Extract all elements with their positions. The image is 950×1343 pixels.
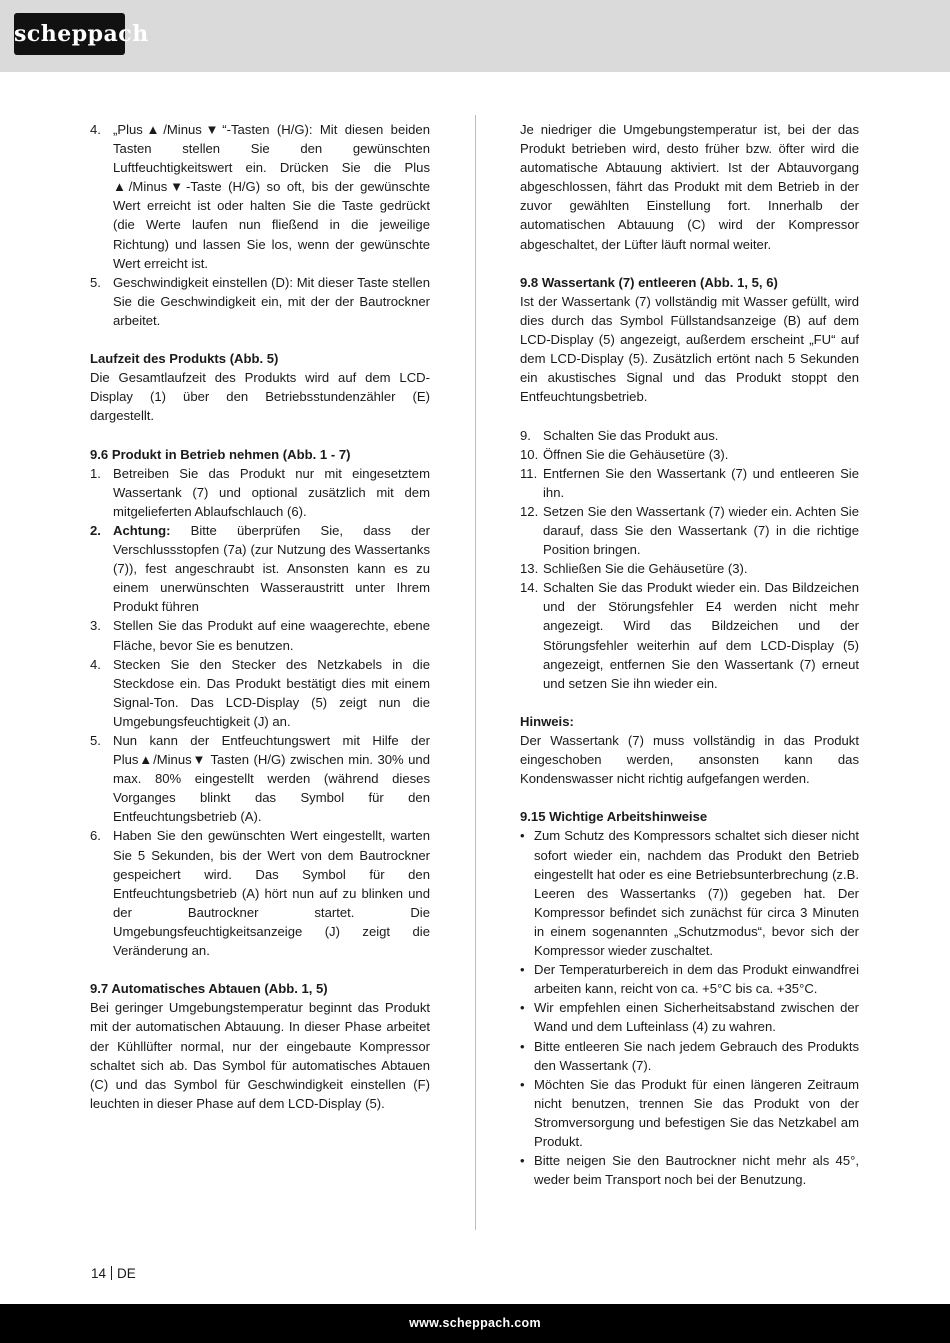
footer-separator	[111, 1266, 112, 1280]
list-item	[90, 464, 430, 521]
list-item	[520, 826, 859, 960]
bullet-icon: •	[520, 1076, 525, 1092]
item-text: Zum Schutz des Kompressors schaltet sich dieser nicht sofort wieder ein, nachdem das Produkt den Betrieb eingestellt hat oder es eine Betriebsunterbrechung (z.B. Leeren des Wassertanks (7)) gegeben hat. Der Kompressor befindet sich zunächst für circa 3 Minuten in einem sogenannten „Schutzmodus“, bevor sich der Kompressor wieder zuschaltet.	[534, 828, 859, 959]
bullet-icon: •	[520, 1153, 525, 1169]
tank-steps	[520, 426, 859, 693]
tank-full-text: Ist der Wassertank (7) vollständig mit Wasser gefüllt, wird dies durch das Symbol Füllstandsanzeige (B) auf dem LCD-Display (5) angezeigt, außerdem erscheint „FU“ auf dem LCD-Display (5). Zusätzlich ertönt nach 5 Sekunden ein akustisches Signal und das Produkt stoppt den Entfeuchtungsbetrieb.	[520, 293, 859, 405]
left-column	[90, 120, 430, 1113]
item-text: Geschwindigkeit einstellen (D): Mit dieser Taste stellen Sie die Geschwindigkeit ein, mit der der Bautrockner arbeitet.	[113, 274, 430, 328]
list-item	[90, 731, 430, 826]
note-text: Der Wassertank (7) muss vollständig in das Produkt eingeschoben werden, ansonsten kann das Kondenswasser nicht richtig aufgefangen werden.	[520, 733, 859, 787]
list-item	[90, 616, 430, 654]
bullet-icon: •	[520, 828, 525, 844]
language-code: DE	[117, 1266, 136, 1281]
item-number: 2.	[90, 522, 101, 538]
page-header	[0, 0, 950, 72]
bullet-icon: •	[520, 1000, 525, 1016]
item-number: 10.	[520, 446, 539, 462]
runtime-heading: Laufzeit des Produkts (Abb. 5)	[90, 351, 279, 367]
page-number: 14	[91, 1266, 107, 1281]
item-text: Haben Sie den gewünschten Wert eingestellt, warten Sie 5 Sekunden, bis der Wert von dem Bautrockner gespeichert wird. Das Symbol für den Entfeuchtungsbetrieb (A) hört nun auf zu blinken und der Bautrockner startet. Die Umgebungsfeuchtigkeitsanzeige (J) zeigt die Veränderung an.	[113, 828, 430, 959]
item-text: Schalten Sie das Produkt aus.	[543, 427, 719, 443]
list-item	[520, 998, 859, 1036]
item-number: 3.	[90, 618, 101, 634]
list-item	[520, 1075, 859, 1151]
item-number: 9.	[520, 427, 531, 443]
item-number: 6.	[90, 828, 101, 844]
list-item	[520, 502, 859, 559]
list-item	[90, 273, 430, 330]
item-text: Nun kann der Entfeuchtungswert mit Hilfe der Plus▲/Minus▼ Tasten (H/G) zwischen min. 30% und max. 80% eingestellt werden (während dieses Vorganges blinkt das Symbol für den Entfeuchtungsbetrieb (A).	[113, 733, 430, 825]
section-heading-9-7: 9.7 Automatisches Abtauen (Abb. 1, 5)	[90, 981, 328, 997]
item-text: Bitte entleeren Sie nach jedem Gebrauch des Produkts den Wassertank (7).	[534, 1038, 859, 1073]
item-number: 12.	[520, 503, 539, 519]
defrost-continued-text: Je niedriger die Umgebungstemperatur ist, bei der das Produkt betrieben wird, desto früher bzw. öfter wird die automatische Abtauung aktiviert. Ist der Abtauvorgang abgeschlossen, fährt das Produkt mit dem Betrieb in der zuvor gewählten Einstellung fort. Innerhalb der automatischen Abtauung (C) wird der Kompressor abgeschaltet, der Lüfter läuft normal weiter.	[520, 122, 859, 252]
list-item	[520, 960, 859, 998]
item-text: „Plus▲/Minus▼“-Tasten (H/G): Mit diesen beiden Tasten stellen Sie den gewünschten Luftfeuchtigkeitswert ein. Drücken Sie die Plus ▲/Minus▼-Taste (H/G) so oft, bis der gewünschte Wert erreicht ist oder halten Sie die Taste gedrückt (die Werte laufen nun fließend in die jeweilige Richtung) und lassen Sie los, wenn der gewünschte Wert erreicht ist.	[113, 122, 430, 271]
right-column	[520, 120, 859, 1189]
item-number: 5.	[90, 733, 101, 748]
section-heading-9-8: 9.8 Wassertank (7) entleeren (Abb. 1, 5, 6)	[520, 274, 778, 290]
item-number: 11.	[520, 465, 538, 481]
item-text: Stecken Sie den Stecker des Netzkabels in die Steckdose ein. Das Produkt bestätigt dies mit einem Signal-Ton. Das LCD-Display (5) zeigt nun die Umgebungsfeuchtigkeit (J) an.	[113, 656, 430, 729]
list-item	[520, 559, 859, 578]
list-item	[520, 1037, 859, 1075]
page-footer-label	[91, 1266, 136, 1281]
list-item	[520, 445, 859, 464]
item-text: Stellen Sie das Produkt auf eine waagerechte, ebene Fläche, bevor Sie es benutzen.	[113, 618, 430, 653]
item-text: Bitte neigen Sie den Bautrockner nicht mehr als 45°, weder beim Transport noch bei der Benutzung.	[534, 1153, 859, 1188]
item-text: Schließen Sie die Gehäusetüre (3).	[543, 561, 748, 577]
footer-bar	[0, 1304, 950, 1343]
item-number: 13.	[520, 561, 539, 577]
list-item	[520, 426, 859, 445]
item-text: Öffnen Sie die Gehäusetüre (3).	[543, 446, 729, 462]
website-link[interactable]: www.scheppach.com	[409, 1316, 541, 1330]
item-text: Der Temperaturbereich in dem das Produkt einwandfrei arbeiten kann, reicht von ca. +5°C bis ca. +35°C.	[534, 962, 859, 997]
section-heading-9-6: 9.6 Produkt in Betrieb nehmen (Abb. 1 - 7)	[90, 446, 351, 462]
item-number: 1.	[90, 465, 101, 481]
item-number: 4.	[90, 122, 101, 137]
list-item	[520, 578, 859, 693]
list-item	[90, 655, 430, 731]
item-text: Entfernen Sie den Wassertank (7) und entleeren Sie ihn.	[543, 465, 859, 500]
column-divider	[475, 115, 476, 1230]
brand-logo: scheppach	[14, 13, 125, 55]
section-heading-9-15: 9.15 Wichtige Arbeitshinweise	[520, 809, 708, 825]
list-item	[90, 120, 430, 273]
control-list	[90, 120, 430, 330]
defrost-text: Bei geringer Umgebungstemperatur beginnt das Produkt mit der automatischen Abtauung. In dieser Phase arbeitet der Kühllüfter normal, nur der eingebaute Kompressor schaltet sich ab. Das Symbol für automatisches Abtauen (C) und das Symbol für Geschwindigkeit einstellen (F) leuchten in dieser Phase auf dem LCD-Display (5).	[90, 1000, 430, 1111]
runtime-text: Die Gesamtlaufzeit des Produkts wird auf dem LCD-Display (1) über den Betriebsstundenzähler (E) dargestellt.	[90, 370, 430, 424]
item-text: Setzen Sie den Wassertank (7) wieder ein. Achten Sie darauf, dass Sie den Wassertank (7) in die richtige Position bringen.	[543, 503, 859, 558]
list-item	[520, 464, 859, 502]
item-number: 4.	[90, 656, 101, 672]
warning-label: Achtung:	[113, 522, 171, 538]
bullet-icon: •	[520, 962, 525, 978]
list-item	[90, 521, 430, 616]
note-heading: Hinweis:	[520, 713, 574, 729]
item-text: Bitte überprüfen Sie, dass der Verschlussstopfen (7a) (zur Nutzung des Wassertanks (7)), fest angeschraubt ist. Ansonsten kann es zu einem unerwünschten Wasseraustritt unter Ihrem Produkt führen	[113, 522, 430, 615]
bullet-icon: •	[520, 1038, 525, 1054]
startup-steps	[90, 464, 430, 960]
list-item	[90, 826, 430, 960]
work-notes-list	[520, 826, 859, 1189]
item-text: Betreiben Sie das Produkt nur mit eingesetztem Wassertank (7) und optional zusätzlich mit dem mitgelieferten Ablaufschlauch (6).	[113, 465, 430, 519]
item-text: Wir empfehlen einen Sicherheitsabstand zwischen der Wand und dem Lufteinlass (4) zu wahren.	[534, 1000, 859, 1035]
item-text: Schalten Sie das Produkt wieder ein. Das Bildzeichen und der Störungsfehler E4 werden nicht mehr angezeigt. Wird das Bildzeichen und der Störungsfehler weiterhin auf dem LCD-Display (5) angezeigt, entfernen Sie den Wassertank (7) erneut und setzen Sie ihn wieder ein.	[543, 580, 859, 691]
item-text: Möchten Sie das Produkt für einen längeren Zeitraum nicht benutzen, trennen Sie das Produkt von der Stromversorgung und befestigen Sie das Netzkabel am Produkt.	[534, 1076, 859, 1149]
item-number: 5.	[90, 274, 101, 290]
item-number: 14.	[520, 580, 539, 596]
list-item	[520, 1151, 859, 1189]
